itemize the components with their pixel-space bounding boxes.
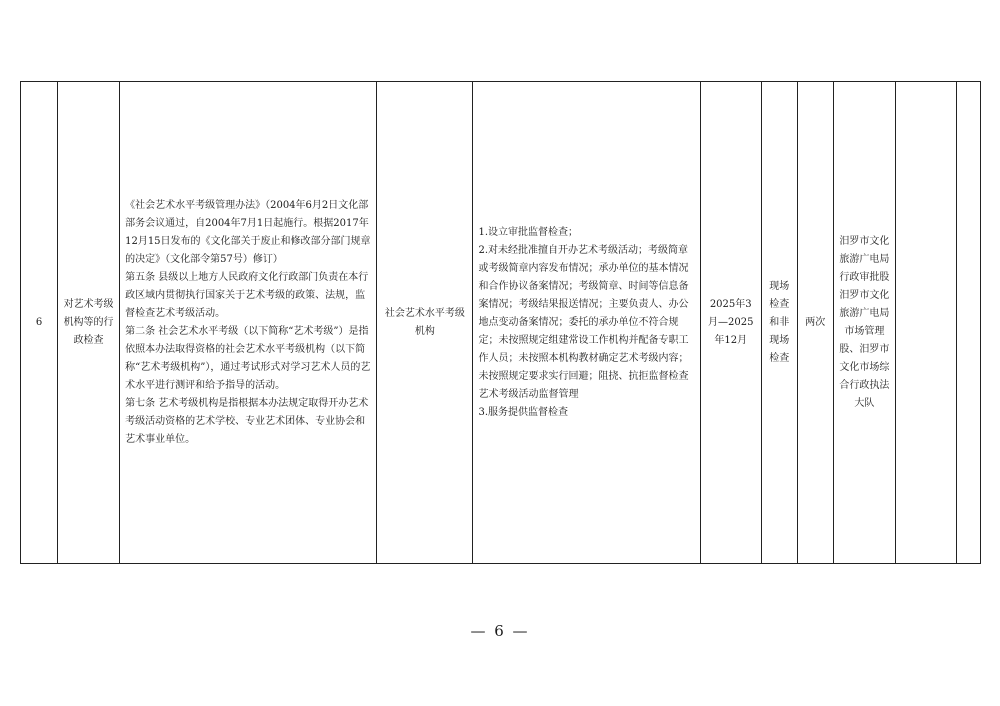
inspection-table <box>20 81 981 564</box>
row-index: 6 <box>21 82 58 564</box>
content-item: 1.设立审批监督检查； <box>478 226 578 238</box>
page-number: — 6 — <box>470 622 530 640</box>
basis-paragraph: 第二条 社会艺术水平考级（以下简称“艺术考级”）是指依照本办法取得资格的社会艺术水平考级机构（以下简称“艺术考级机构”），通过考试形式对学习艺术人员的艺术水平进行测评和给予指导的活动。 <box>125 325 371 391</box>
table-row <box>21 82 981 564</box>
content-item: 2.对未经批准擅自开办艺术考级活动；考级简章或考级简章内容发布情况；承办单位的基本情况和合作协议备案情况；考级简章、时间等信息备案情况；考级结果报送情况；主要负责人、办公地点变动备案情况；委托的承办单位不符合规定；未按照规定组建常设工作机构并配备专职工作人员；未按照本机构教材确定艺术考级内容；未按照规定要求实行回避；阻挠、抗拒监督检查艺术考级活动监督管理 <box>478 244 689 400</box>
responsible-department: 汨罗市文化旅游广电局行政审批股汨罗市文化旅游广电局市场管理股、汨罗市文化市场综合行政执法大队 <box>833 82 895 564</box>
inspection-frequency: 两次 <box>797 82 833 564</box>
inspection-method: 现场检查和非现场检查 <box>761 82 797 564</box>
basis-paragraph: 第七条 艺术考级机构是指根据本办法规定取得开办艺术考级活动资格的艺术学校、专业艺术团体、专业协会和艺术事业单位。 <box>125 397 369 445</box>
inspection-time: 2025年3月—2025年12月 <box>700 82 761 564</box>
empty-cell <box>956 82 980 564</box>
inspection-object: 社会艺术水平考级机构 <box>377 82 473 564</box>
inspection-content-cell <box>473 82 700 564</box>
basis-paragraph: 第五条 县级以上地方人民政府文化行政部门负责在本行政区域内贯彻执行国家关于艺术考级的政策、法规，监督检查艺术考级活动。 <box>125 271 369 319</box>
legal-basis-cell <box>120 82 377 564</box>
empty-cell <box>895 82 956 564</box>
inspection-item-name: 对艺术考级机构等的行政检查 <box>58 82 120 564</box>
basis-paragraph: 《社会艺术水平考级管理办法》（2004年6月2日文化部部务会议通过，自2004年7月1日起施行。根据2017年12月15日发布的《文化部关于废止和修改部分部门规章的决定》（文化部令第57号）修订） <box>125 199 371 265</box>
content-item: 3.服务提供监督检查 <box>478 406 568 418</box>
